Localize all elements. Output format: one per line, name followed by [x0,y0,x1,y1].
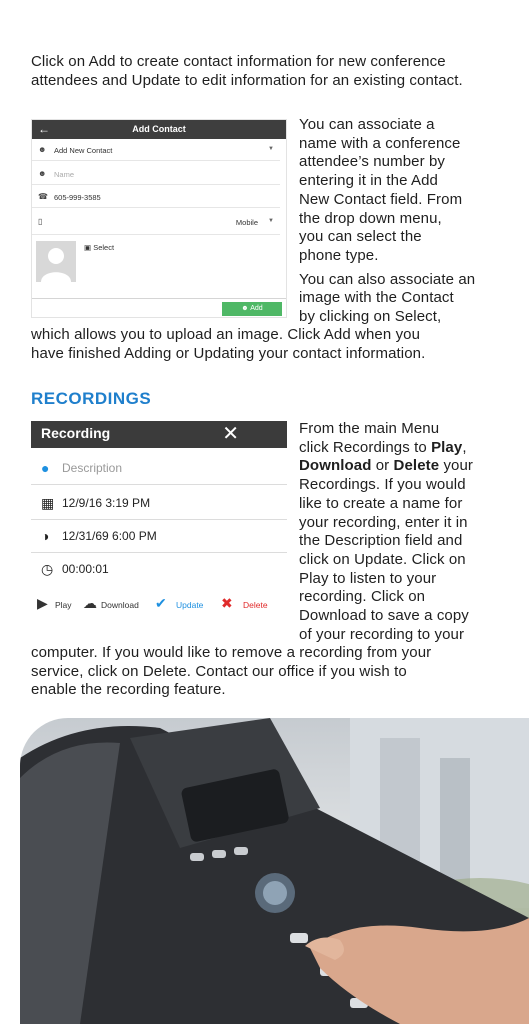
recording-actions [37,595,287,617]
name-placeholder: Name [54,170,75,179]
add-contact-description: You can associate a name with a conference attendee’s number by entering it in the Add New Contact field. From the drop down menu, you can select the phone type. You can also associate an image with the Contact by clicking on Select, [299,116,476,326]
delete-label: Delete [243,600,268,610]
date-expires-row [31,520,287,553]
add-button: ☻ Add [222,302,282,316]
phone-value: 605-999-3585 [54,193,101,202]
duration: 00:00:01 [62,562,109,576]
phone-row [32,187,280,208]
delete-icon: ✖ [221,595,233,611]
name-row [32,164,280,185]
chevron-down-icon: ▼ [268,218,274,224]
calendar-icon: ▦ [41,495,55,511]
cloud-download-icon: ☁ [83,595,97,611]
person-add-icon: ☻ [241,305,249,312]
add-contact-title-bar [32,120,286,139]
avatar-placeholder [36,241,76,282]
recordings-description: From the main Menu click Recordings to Play, Download or Delete your Recordings. If you would like to create a name for your recording, enter it in the Description field and click on Update. Click on Play to listen to your recording. Click on Download to save a copy of your recording to your [299,420,474,643]
intro-paragraph: Click on Add to create contact information for new conference attendees and Update to edit information for an existing contact. [31,53,463,89]
phone-icon: ☎ [38,192,48,201]
date-created-row [31,487,287,520]
recording-title-bar [31,421,287,448]
person-icon: ☻ [38,145,47,154]
description-placeholder: Description [62,461,123,475]
add-contact-screenshot [31,119,287,318]
update-label: Update [176,600,204,610]
checkmark-icon: ✔ [155,595,167,611]
arrow-left-icon: ← [38,122,50,136]
add-contact-title: Add Contact [132,124,186,134]
contact-select-value: Add New Contact [54,146,113,155]
recording-title: Recording [41,425,111,441]
close-icon: ✕ [222,423,239,445]
contact-select-row [32,140,280,161]
recording-screenshot [31,421,287,626]
add-contact-description-continued: which allows you to upload an image. Click Add when you have finished Adding or Updating your contact information. [31,326,426,362]
clock-icon: ◷ [41,561,54,577]
recordings-description-continued: computer. If you would like to remove a recording from your service, click on Delete. Contact our office if you wish to enable the recording feature. [31,644,432,699]
play-label: Play [55,600,72,610]
play-icon: ▶ [37,595,48,611]
description-row [31,452,287,485]
expire-icon: ◑ [41,528,50,544]
person-icon: ☻ [38,169,47,178]
duration-row [31,553,287,585]
phone-type-row [32,212,280,235]
camera-icon: ▣ [84,243,92,252]
avatar-icon [36,241,76,282]
download-label: Download [101,600,139,610]
date-created: 12/9/16 3:19 PM [62,496,151,510]
desk-phone-illustration [20,718,529,1024]
mobile-icon: ▯ [38,217,43,226]
desk-phone-photo [20,718,529,1024]
divider [32,298,286,299]
microphone-icon: ● [41,460,50,476]
phone-type-value: Mobile [235,218,258,227]
select-image: ▣ Select [84,243,115,252]
recordings-heading: RECORDINGS [31,389,152,408]
chevron-down-icon: ▼ [268,146,274,152]
date-expires: 12/31/69 6:00 PM [62,529,157,543]
